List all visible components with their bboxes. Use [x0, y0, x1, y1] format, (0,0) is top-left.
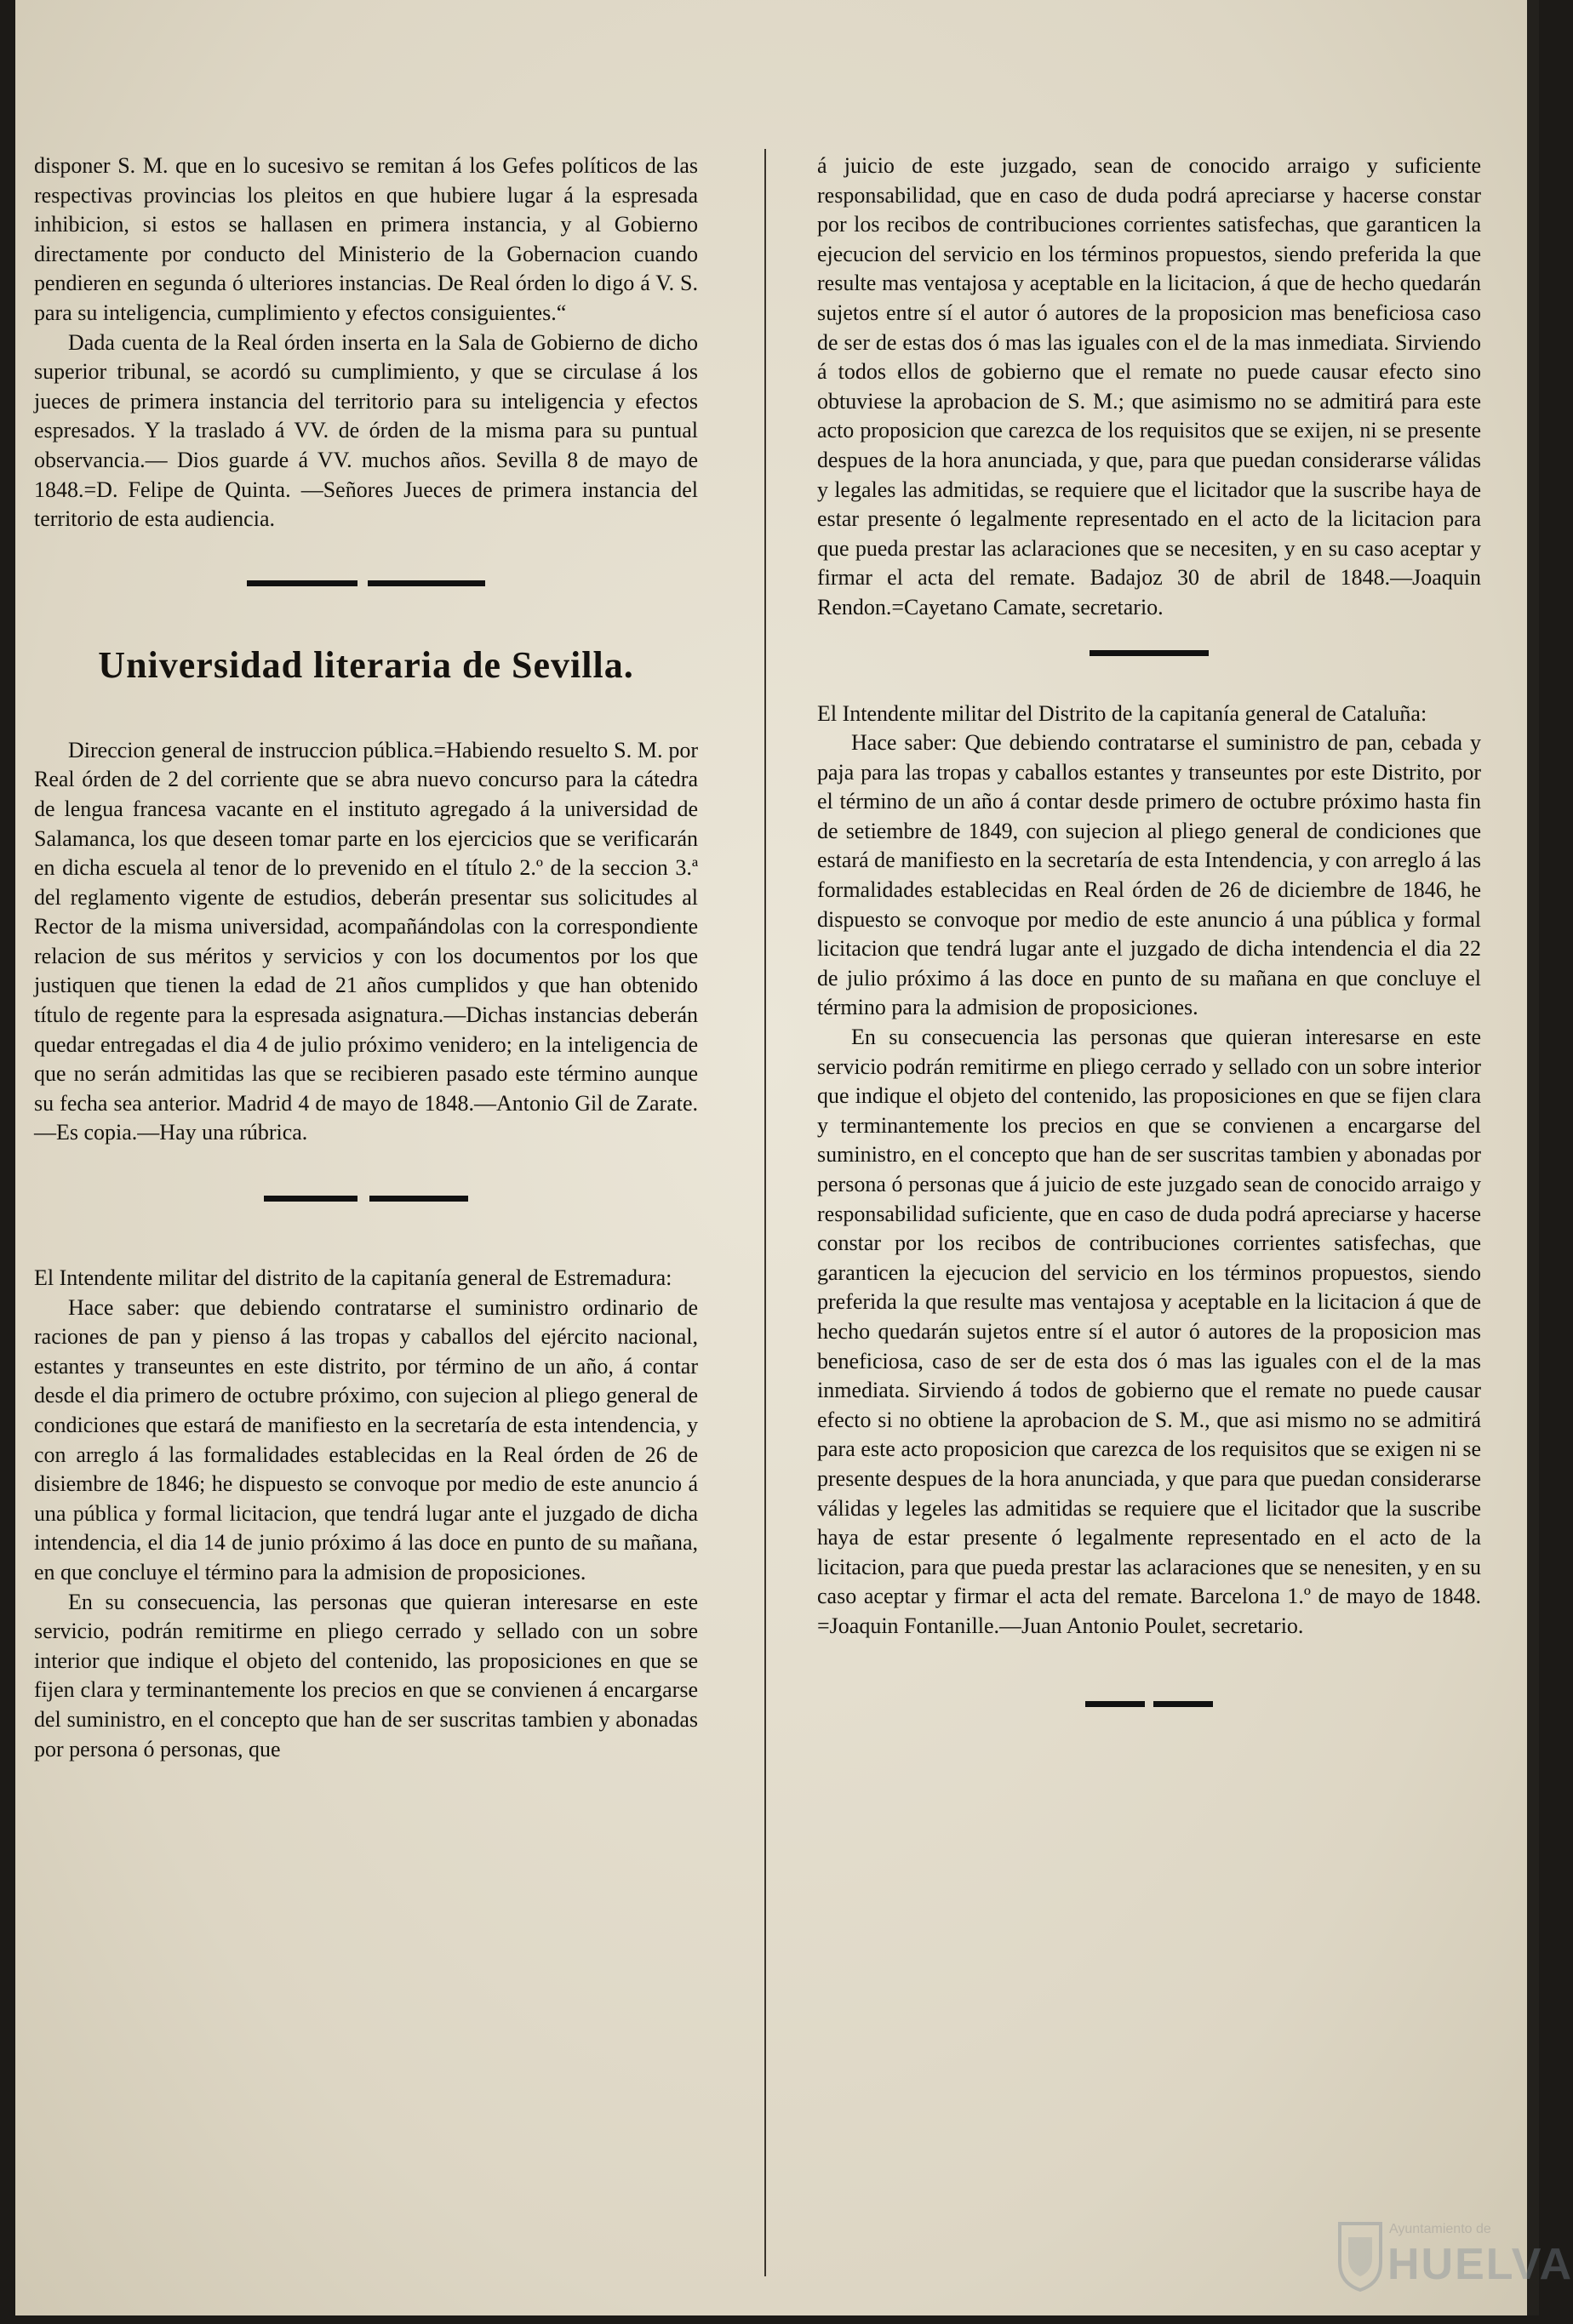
left-paragraph-1: disponer S. M. que en lo sucesivo se remitan á los Gefes políticos de las respectivas provincias los pleitos en que hubiere lugar á la espresada inhibicion, si estos se hallasen en primera instancia, y al Gobierno directamente por conducto del Ministerio de la Gobernacion cuando pendieren en segunda ó ulteriores instancias. De Real órden lo digo á V. S. para su inteligencia, cumplimiento y efectos consiguientes.“	[34, 153, 698, 325]
right-paragraph-1: á juicio de este juzgado, sean de conocido arraigo y suficiente responsabilidad, que en caso de duda podrá apreciarse y hacerse constar por los recibos de contribuciones corrientes satisfechas, que garanticen la ejecucion del servicio en los términos propuestos, siendo preferida la que resulte mas ventajosa y aceptable en la licitacion, á que de hecho quedarán sujetos entre sí el autor ó autores de la proposicion mas beneficiosa caso de ser de estas dos ó mas las iguales con el de la mas inmediata. Sirviendo á todos ellos de gobierno que el remate no puede causar efecto sino obtuviese la aprobacion de S. M.; que asimismo no se admitirá para este acto proposicion que carezca de los requisitos que se exijen, ni se presente despues de la hora anunciada, y que, para que puedan considerarse válidas y legales las admitidas, se requiere que el licitador que la suscribe haya de estar presente ó legalmente representado en el acto de la licitacion para que pueda prestar las aclaraciones que se necesiten, y en su caso aceptar y firmar el acta del remate. Badajoz 30 de abril de 1848.—Joaquin Rendon.=Cayetano Camate, secretario.	[817, 153, 1481, 620]
archive-watermark	[1336, 2215, 1573, 2309]
right-paragraph-3: Hace saber: Que debiendo contratarse el suministro de pan, cebada y paja para las tropas y caballos estantes y transeuntes por este Distrito, por el término de un año á contar desde primero de octubre próximo hasta fin de setiembre de 1849, con sujecion al pliego general de condiciones que estará de manifiesto en la secretaría de esta Intendencia, y con arreglo á las formalidades establecidas en Real órden de 26 de diciembre de 1846, he dispuesto se convoque por medio de este anuncio á una pública y formal licitacion que tendrá lugar ante el juzgado de dicha intendencia el dia 22 de julio próximo á las doce en punto de su mañana en que concluye el término para la admision de proposiciones.	[817, 730, 1481, 1020]
section-divider	[247, 580, 485, 587]
watermark-small-text: Ayuntamiento de	[1389, 2222, 1491, 2236]
watermark-big-text: HUELVA	[1387, 2240, 1573, 2289]
column-rule	[764, 149, 766, 2276]
left-paragraph-5: Hace saber: que debiendo contratarse el suministro ordinario de raciones de pan y pienso á las tropas y caballos del ejército nacional, estantes y transeuntes en este distrito, por término de un año, á contar desde el dia primero de octubre próximo, con sujecion al pliego general de condiciones que estará de manifiesto en la secretaría de esta intendencia, y con arreglo á las formalidades establecidas en la Real órden de 26 de disiembre de 1846; he dispuesto se convoque por medio de este anuncio á una pública y formal licitacion, que tendrá lugar ante el juzgado de dicha intendencia, el dia 14 de junio próximo á las doce en punto de su mañana, en que concluye el término para la admision de proposiciones.	[34, 1294, 698, 1585]
left-paragraph-6: En su consecuencia, las personas que quieran interesarse en este servicio, podrán remitirme en pliego cerrado y sellado con un sobre interior que indique el objeto del contenido, las proposiciones en que se fijen clara y terminantemente los precios en que se convienen á encargarse del suministro, en el concepto que han de ser suscritas tambien y abonadas por persona ó personas, que	[34, 1589, 698, 1762]
section-divider	[1085, 1701, 1213, 1708]
right-notice-title: El Intendente militar del Distrito de la capitanía general de Cataluña:	[817, 700, 1427, 726]
left-notice-title: El Intendente militar del distrito de la capitanía general de Estremadura:	[34, 1265, 672, 1291]
section-divider	[1090, 650, 1209, 657]
left-column	[34, 151, 698, 1764]
left-paragraph-3: Direccion general de instruccion pública.=Habiendo resuelto S. M. por Real órden de 2 del corriente que se abra nuevo concurso para la cátedra de lengua francesa vacante en el instituto agregado á la universidad de Salamanca, los que deseen tomar parte en los ejercicios que se verificarán en dicha escuela al tenor de lo prevenido en el título 2.º de la seccion 3.ª del reglamento vigente de estudios, deberán presentar sus solicitudes al Rector de la misma universidad, acompañándolas con la correspondiente relacion de sus méritos y servicios y con los documentos por los que justiquen que tienen la edad de 21 años cumplidos y que han obtenido título de regente para la espresada asignatura.—Dichas instancias deberán quedar entregadas el dia 4 de julio próximo venidero; en la inteligencia de que no serán admitidas las que se recibieren pasado este término aunque su fecha sea anterior. Madrid 4 de mayo de 1848.—Antonio Gil de Zarate.—Es copia.—Hay una rúbrica.	[34, 737, 698, 1145]
right-column	[817, 151, 1481, 1708]
section-heading: Universidad literaria de Sevilla.	[98, 643, 634, 686]
scan-border-right	[1527, 0, 1539, 2324]
city-crest-icon	[1336, 2220, 1384, 2292]
left-paragraph-2: Dada cuenta de la Real órden inserta en la Sala de Gobierno de dicho superior tribunal, se acordó su cumplimiento, y que se circulase á los jueces de primera instancia del territorio para su inteligencia y efectos espresados. Y la traslado á VV. de órden de la misma para su puntual observancia.— Dios guarde á VV. muchos años. Sevilla 8 de mayo de 1848.=D. Felipe de Quinta. —Señores Jueces de primera instancia del territorio de esta audiencia.	[34, 329, 698, 532]
right-paragraph-4: En su consecuencia las personas que quieran interesarse en este servicio podrán remitirme en pliego cerrado y sellado con un sobre interior que indique el objeto del contenido, las proposiciones en que se fijen clara y terminantemente los precios en que se convienen a encargarse del suministro, en el concepto que han de ser suscritas tambien y abonadas por persona ó personas que á juicio de este juzgado sean de conocido arraigo y responsabilidad suficiente, que en caso de duda podrá apreciarse y hacerse constar por los recibos de contribuciones corrientes satisfechas, que garanticen la ejecucion del servicio en los términos propuestos, siendo preferida la que resulte mas ventajosa y aceptable en la licitacion á que de hecho quedarán sujetos entre sí el autor ó autores de la proposicion mas beneficiosa, caso de ser de esta dos ó mas las iguales con el de la mas inmediata. Sirviendo á todos de gobierno que el remate no puede causar efecto si no obtiene la aprobacion de S. M., que asi mismo no se admitirá para este acto proposicion que carezca de los requisitos que se exigen ni se presente despues de la hora anunciada, y que para que puedan considerarse válidas y legeles las admitidas se requiere que el licitador que la suscribe haya de estar presente ó legalmente representado en el acto de la licitacion, para que pueda prestar las aclaraciones que se nenesiten, y en su caso aceptar y firmar el acta del remate. Barcelona 1.º de mayo de 1848. =Joaquin Fontanille.—Juan Antonio Poulet, secretario.	[817, 1025, 1481, 1638]
section-divider	[264, 1196, 468, 1202]
scan-border-bottom	[0, 2315, 1539, 2324]
scan-border-left	[0, 0, 15, 2324]
